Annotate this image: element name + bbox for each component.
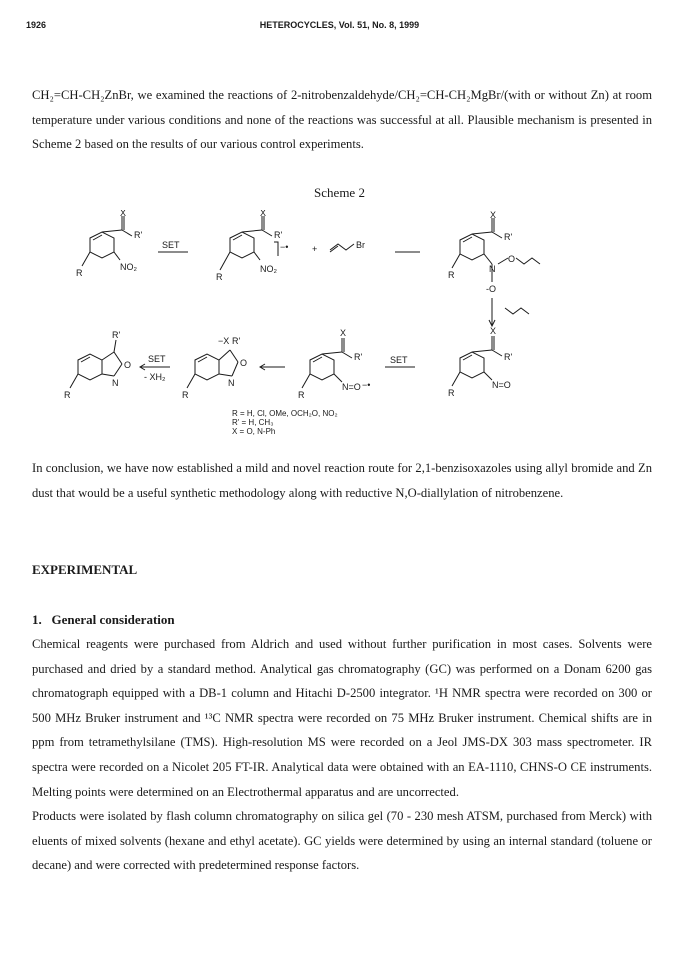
legend-x: X = O, N-Ph <box>232 427 276 436</box>
label-r-2: R <box>216 272 223 282</box>
label-n-7: N <box>112 378 119 388</box>
structure-allyloxy-nitronate <box>452 218 540 282</box>
label-o-6: O <box>240 358 248 368</box>
conclusion-paragraph: In conclusion, we have now established a mild and novel reaction route for 2,1-benzisoxazoles using allyl bromide and Zn dust that would be a useful synthetic methodology along with reductive N,O-diallylation of nitrobenzene. <box>32 461 652 500</box>
label-br: Br <box>356 240 365 250</box>
label-minus-x-6: −X <box>218 336 230 346</box>
label-r-7: R <box>64 390 71 400</box>
label-radical-anion-1: −• <box>280 242 289 252</box>
label-set-3: SET <box>148 354 166 364</box>
label-r-6: R <box>182 390 189 400</box>
structure-nitroso <box>452 336 502 386</box>
label-no2-1: NO₂ <box>120 262 137 272</box>
legend-rprime: R' = H, CH₃ <box>232 418 274 427</box>
label-minus-xh2: - XH₂ <box>144 372 166 382</box>
section-1-paragraph-1: Chemical reagents were purchased from Aldrich and used without further purification in most cases. Solvents were purchased and dried by a standard method. Analytical gas chromatography (GC) was performed on a Donam 6200 gas chromatograph equipped with a DB-1 column and Hitachi D-2500 integrator. ¹H NMR spectra were recorded on 300 or 500 MHz Bruker instrument and ¹³C NMR spectra were recorded on 75 MHz Bruker instrument. Chemical shifts are in ppm from tetramethylsilane (TMS). High-resolution MS were recorded on a Jeol JMS-DX 303 mass spectrometer. IR spectra were recorded on a Nicolet 205 FT-IR. Analytical data were obtained with an EA-1110, CHNS-O CE instruments. Melting points were determined on an Electrothermal apparatus and are uncorrected. <box>32 637 652 799</box>
reaction-scheme <box>60 210 620 450</box>
label-x-4: X <box>490 326 497 336</box>
label-x-3: X <box>490 210 497 220</box>
section-1-heading <box>32 612 175 628</box>
label-radical-anion-2: −• <box>362 380 371 390</box>
section-1-paragraph-2: Products were isolated by flash column chromatography on silica gel (70 - 230 mesh ATSM, purchased from Merck) with eluents of mixed solvents (hexane and ethyl acetate). GC yields were determined by using an internal standard (toluene or decane) and were corrected with predetermined response factors. <box>32 809 652 873</box>
legend-r: R = H, Cl, OMe, OCH₂O, NO₂ <box>232 409 338 418</box>
scheme-title: Scheme 2 <box>314 185 365 200</box>
label-rprime-3: R' <box>504 232 513 242</box>
running-header <box>0 20 679 36</box>
label-x-1: X <box>120 210 127 218</box>
label-rprime-2: R' <box>274 230 283 240</box>
structure-nitroso-radical-anion <box>302 338 352 388</box>
label-r-1: R <box>76 268 83 278</box>
label-n-3: N <box>489 264 496 274</box>
intro-paragraph: CH₂=CH-CH₂ZnBr, we examined the reactions of 2-nitrobenzaldehyde/CH₂=CH-CH₂MgBr/(with or without Zn) at room temperature under various conditions and none of the reactions was successful at all. Plausible mechanism is presented in Scheme 2 based on the results of our various control experiments. <box>32 88 652 152</box>
label-plus: + <box>312 244 318 254</box>
section-1-title: General consideration <box>51 612 175 627</box>
label-rprime-7: R' <box>112 330 121 340</box>
label-rprime-6: R' <box>232 336 241 346</box>
structure-radical-anion <box>220 216 278 270</box>
label-n-eq-o-4: N=O <box>492 380 511 390</box>
label-rprime-5: R' <box>354 352 363 362</box>
label-r-3: R <box>448 270 455 280</box>
journal-citation: HETEROCYCLES, Vol. 51, No. 8, 1999 <box>259 20 420 30</box>
experimental-heading: EXPERIMENTAL <box>32 562 138 577</box>
section-1-body <box>32 632 652 878</box>
label-x-2: X <box>260 210 267 218</box>
section-1-number: 1. <box>32 612 42 627</box>
label-minus-o-3: -O <box>486 284 496 294</box>
label-n-6: N <box>228 378 235 388</box>
allyloxy-leaving-group <box>505 308 529 314</box>
page-number: 1926 <box>26 20 47 30</box>
label-n-eq-o-5: N=O <box>342 382 361 392</box>
label-rprime-4: R' <box>504 352 513 362</box>
label-no2-2: NO₂ <box>260 264 277 274</box>
label-r-4: R <box>448 388 455 398</box>
label-set-2: SET <box>390 355 408 365</box>
structure-nitroaryl-carbonyl <box>82 216 132 266</box>
label-r-5: R <box>298 390 305 400</box>
label-o-7: O <box>124 360 132 370</box>
label-set-1: SET <box>162 240 180 250</box>
label-x-5: X <box>340 328 347 338</box>
label-o-3: O <box>508 254 516 264</box>
label-rprime-1: R' <box>134 230 143 240</box>
